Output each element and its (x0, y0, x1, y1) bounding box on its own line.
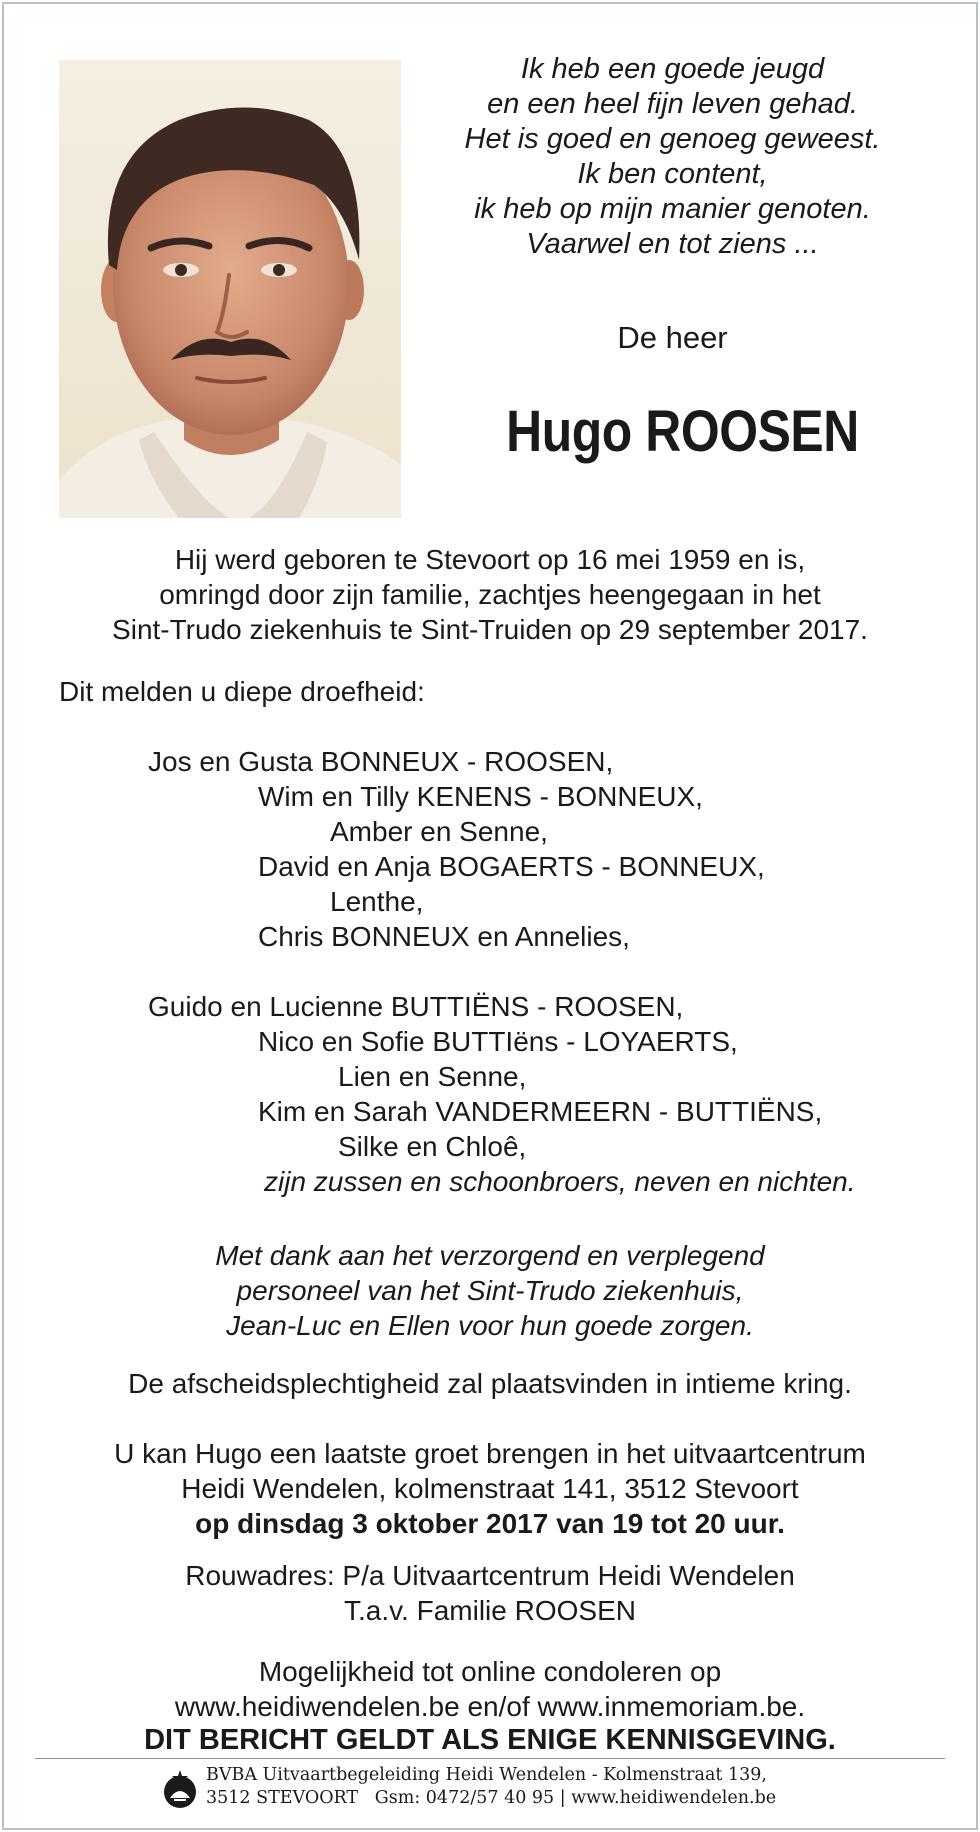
address-line: Rouwadres: P/a Uitvaartcentrum Heidi Wendelen (185, 1560, 795, 1591)
family-closing: zijn zussen en schoonbroers, neven en nichten. (264, 1166, 856, 1197)
family-member: Lien en Senne, (338, 1061, 527, 1092)
poem (420, 52, 925, 262)
family-member: Guido en Lucienne BUTTIËNS - ROOSEN, (148, 991, 684, 1022)
address-line: T.a.v. Familie ROOSEN (344, 1595, 636, 1626)
family-member: Lenthe, (330, 886, 424, 917)
thanks-line: Jean-Luc en Ellen voor hun goede zorgen. (226, 1310, 754, 1341)
family-member: Nico en Sofie BUTTIëns - LOYAERTS, (258, 1026, 738, 1057)
poem-line: ik heb op mijn manier genoten. (474, 193, 871, 225)
family-member: Kim en Sarah VANDERMEERN - BUTTIËNS, (258, 1096, 823, 1127)
poem-line: Ik heb een goede jeugd (520, 53, 825, 85)
poem-line: en een heel fijn leven gehad. (487, 88, 858, 120)
thanks-line: personeel van het Sint-Trudo ziekenhuis, (236, 1275, 744, 1306)
portrait-photo (59, 60, 401, 518)
poem-line: Het is goed en genoeg geweest. (464, 123, 881, 155)
notice-banner: DIT BERICHT GELDT ALS ENIGE KENNISGEVING. (144, 1724, 836, 1756)
family-member: Wim en Tilly KENENS - BONNEUX, (258, 781, 703, 812)
thanks-text (0, 1238, 980, 1343)
family-member: Chris BONNEUX en Annelies, (258, 921, 630, 952)
birth-line: Hij werd geboren te Stevoort op 16 mei 1959 en is, (174, 544, 806, 575)
funeral-home-footer (160, 1762, 820, 1822)
visit-line: U kan Hugo een laatste groet brengen in het uitvaartcentrum (114, 1438, 866, 1469)
ceremony-text: De afscheidsplechtigheid zal plaatsvinden in intieme kring. (128, 1368, 852, 1399)
condolence-line: www.heidiwendelen.be en/of www.inmemoriam.be. (174, 1691, 806, 1722)
footer-text (206, 1764, 776, 1810)
condolence-text (0, 1654, 980, 1724)
thanks-line: Met dank aan het verzorgend en verplegend (215, 1240, 765, 1271)
visit-line: Heidi Wendelen, kolmenstraat 141, 3512 Stevoort (181, 1473, 799, 1504)
family-member: Jos en Gusta BONNEUX - ROOSEN, (148, 746, 614, 777)
visit-time: op dinsdag 3 oktober 2017 van 19 tot 20 uur. (195, 1508, 785, 1539)
birth-line: Sint-Trudo ziekenhuis te Sint-Truiden op 29 september 2017. (112, 614, 868, 645)
poem-line: Vaarwel en tot ziens ... (526, 228, 819, 260)
visit-text (0, 1436, 980, 1541)
family-member: Amber en Senne, (330, 816, 548, 847)
footer-divider (35, 1758, 945, 1759)
honorific: De heer (617, 320, 728, 355)
birth-line: omringd door zijn familie, zachtjes heengegaan in het (159, 579, 821, 610)
funeral-home-logo-icon (160, 1766, 200, 1815)
poem-line: Ik ben content, (577, 158, 768, 190)
family-member: Silke en Chloê, (338, 1131, 527, 1162)
address-text (0, 1558, 980, 1628)
footer-line: BVBA Uitvaartbegeleiding Heidi Wendelen - Kolmenstraat 139, (206, 1765, 767, 1785)
deceased-name: Hugo ROOSEN (506, 399, 859, 464)
condolence-line: Mogelijkheid tot online condoleren op (258, 1656, 722, 1687)
intro-text: Dit melden u diepe droefheid: (59, 676, 425, 707)
footer-line: 3512 STEVOORT Gsm: 0472/57 40 95 | www.heidiwendelen.be (206, 1788, 777, 1808)
family-member: David en Anja BOGAERTS - BONNEUX, (258, 851, 765, 882)
birth-text (0, 542, 980, 647)
